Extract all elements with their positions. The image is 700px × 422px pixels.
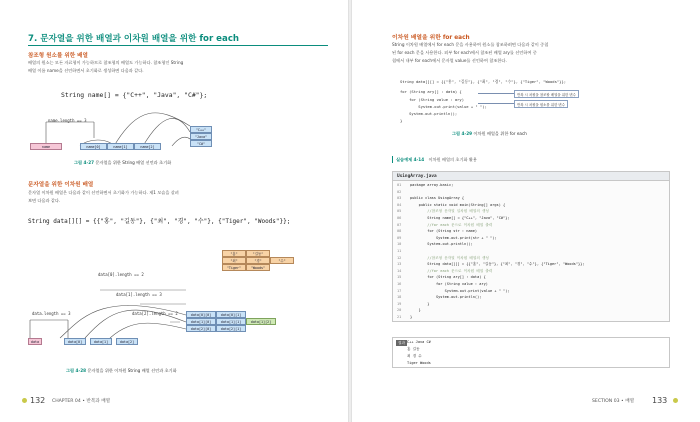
subsection2-title: 문자열을 위한 이차원 배열	[28, 182, 94, 188]
footer-section: SECTION 03 • 배열	[592, 399, 635, 404]
line-text: }	[410, 301, 430, 306]
code-line	[397, 196, 464, 200]
line-number: 13	[397, 262, 402, 267]
code-line	[397, 256, 489, 261]
line-number: 17	[397, 288, 402, 293]
output-line: 최 경 수	[407, 354, 422, 358]
data-row-0: data[0]	[64, 338, 86, 345]
data0-length-label: data[0].length == 2	[98, 272, 144, 277]
code-line	[397, 209, 489, 214]
code-line	[397, 236, 497, 240]
line-number: 20	[397, 308, 402, 313]
name-string-1: "Java"	[190, 133, 212, 140]
line-text: }	[410, 315, 413, 319]
caption-number: 그림 4-27	[74, 160, 95, 165]
code-line	[397, 242, 473, 246]
line-number: 19	[397, 301, 402, 306]
chapter-label: CHAPTER 04	[52, 399, 81, 404]
grid-1-0: data[1][0]	[186, 318, 216, 325]
grid-1-2: data[1][2]	[246, 318, 276, 325]
figure-27-arrows	[28, 108, 328, 160]
line-text: //for each 문으로 이차원 배열 출력	[410, 222, 493, 227]
str-1-1: "경"	[246, 257, 270, 264]
line-text: }	[410, 308, 421, 313]
str-0-1: "길동"	[246, 250, 270, 257]
line-text: public class UsingArray {	[410, 196, 465, 201]
caption-text: 문자열을 위한 String 배열 선언과 초기화	[95, 160, 172, 165]
left-page	[0, 0, 348, 422]
line-number: 18	[397, 295, 402, 300]
code-line	[397, 302, 429, 306]
data2-length-label: data[2].length == 2	[132, 311, 178, 316]
grid-0-0: data[0][0]	[186, 311, 216, 318]
caption-number: 그림 4-29	[452, 131, 473, 136]
code-line	[397, 289, 510, 293]
figure-29-caption	[452, 131, 527, 137]
page-number: 132	[30, 396, 46, 405]
chapter-title: 반복과 배열	[86, 399, 111, 404]
line-number: 07	[397, 222, 402, 227]
line-number: 09	[397, 235, 402, 240]
code-line	[397, 223, 492, 228]
line-number: 02	[397, 189, 402, 194]
line-number: 04	[397, 202, 402, 207]
line-text: public static void main(String[] args) {	[410, 202, 506, 207]
code-line	[397, 183, 453, 187]
example-marker	[392, 156, 393, 163]
code-data-array: String data[][] = {{"홍", "길동"}, {"최", "경", "수"}, {"Tiger", "Woods"}};	[28, 218, 291, 225]
section-title: 배열	[625, 399, 635, 404]
code-line	[397, 315, 412, 319]
line-number: 05	[397, 209, 402, 214]
foreach-code-l3: for (String value : ary)	[400, 97, 465, 102]
output-box	[392, 337, 670, 368]
example-heading	[396, 157, 477, 163]
line-text: String name[] = {"C++", "Java", "C#"};	[410, 216, 510, 220]
data-length-label: data.length == 3	[32, 311, 71, 316]
data-row-1: data[1]	[90, 338, 112, 345]
line-number: 14	[397, 268, 402, 273]
line-text: for (String value : ary)	[410, 282, 488, 286]
code-line	[397, 262, 584, 267]
grid-2-0: data[2][0]	[186, 325, 216, 332]
line-number: 15	[397, 275, 402, 280]
subsection2-para2: 보면 다음과 같다.	[28, 198, 61, 203]
code-line	[397, 269, 492, 274]
name-string-0: "C++"	[190, 126, 212, 133]
grid-2-1: data[2][1]	[216, 325, 246, 332]
output-line: Tiger Woods	[407, 361, 431, 365]
grid-1-1: data[1][1]	[216, 318, 246, 325]
callout-value: 반복 시 차원을 원소를 위한 변수	[514, 100, 568, 108]
line-number: 01	[397, 183, 402, 187]
output-line: 홍 길동	[407, 347, 420, 351]
data-row-2: data[2]	[116, 338, 138, 345]
foreach-code-l4: System.out.print(value + " ");	[400, 104, 487, 109]
section-title: 7. 문자열을 위한 배열과 이차원 배열을 위한 for each	[28, 34, 240, 44]
footer-chapter: CHAPTER 04 • 반복과 배열	[52, 399, 111, 404]
line-number: 10	[397, 242, 402, 247]
line-number: 21	[397, 315, 402, 319]
code-line	[397, 275, 486, 279]
foreach-code-l6: }	[400, 118, 403, 123]
line-text: //참조형 문자열 일차원 배열의 생성	[410, 209, 489, 214]
code-line	[397, 229, 477, 233]
data-variable-box: data	[28, 338, 42, 345]
name-cell-0: name[0]	[80, 143, 107, 150]
footer-dot-icon	[673, 398, 678, 403]
foreach-code-l5: System.out.println();	[400, 111, 458, 116]
output-line: C++ Java C#	[407, 340, 431, 344]
line-text: System.out.println();	[410, 242, 473, 247]
str-2-1: "Woods"	[246, 264, 270, 271]
data1-length-label: data[1].length == 3	[116, 292, 162, 297]
grid-0-1: data[0][1]	[216, 311, 246, 318]
code-line	[397, 295, 481, 299]
example-title: 이차원 배열의 초기화 활용	[428, 157, 477, 162]
figure-27-caption	[74, 160, 171, 166]
line-number: 06	[397, 216, 402, 220]
title-rule	[28, 45, 328, 46]
foreach-para3: 첩에서 내부 for each에서 문자열 value를 선언하여 참조한다.	[392, 58, 507, 63]
callout1-leader	[478, 93, 514, 94]
line-text: //참조형 문자열 이차원 배열의 생성	[410, 255, 489, 260]
str-0-0: "홍"	[222, 250, 246, 257]
code-line	[397, 308, 421, 312]
name-string-2: "C#"	[190, 140, 212, 147]
example-label: 실습예제 4-14	[396, 157, 425, 162]
line-text: package array.basic;	[410, 183, 454, 187]
code-name-array: String name[] = {"C++", "Java", "C#"};	[61, 91, 208, 99]
code-line	[397, 203, 505, 207]
name-length-label: name.length == 3	[48, 118, 87, 123]
line-number: 12	[397, 255, 402, 260]
line-text: System.out.println();	[410, 295, 482, 300]
figure-28-caption	[66, 368, 177, 374]
code-line	[397, 190, 410, 194]
code-line	[397, 216, 510, 220]
line-number: 03	[397, 196, 402, 201]
caption-text: 이차원 배열을 위한 for each	[473, 131, 527, 136]
subsection1-para2: 배열 이름 name을 선언하면서 초기화로 생성하면 다음과 같다.	[28, 68, 144, 73]
foreach-title: 이차원 배열을 위한 for each	[392, 35, 470, 41]
foreach-para2: 된 for each 문을 사용한다. 외부 for each에서 참조된 배열 ary를 선언하여 중	[392, 50, 537, 55]
line-text: //for each 문으로 이차원 배열 출력	[410, 268, 493, 273]
line-text: for (String ary[] : data) {	[410, 275, 486, 280]
callout-ary: 반복 시 차원을 참조할 배열을 위한 변수	[514, 90, 579, 98]
subsection1-title: 참조형 원소를 위한 배열	[28, 53, 88, 59]
listing-filename: UsingArray.java	[393, 172, 669, 181]
name-cell-1: name[1]	[107, 143, 134, 150]
str-1-0: "최"	[222, 257, 246, 264]
foreach-code-l1: String data[][] = {{"홍", "길동"}, {"최", "경", "수"}, {"Tiger", "Woods"}};	[400, 79, 567, 84]
name-variable-box: name	[30, 143, 62, 150]
line-text: for (String str : name)	[410, 229, 478, 234]
subsection2-para1: 문자열 이차원 배열은 다음과 같이 선언하면서 초기화가 가능하다. 제1 모습을 살펴	[28, 190, 179, 195]
page-number: 133	[652, 396, 668, 405]
name-cell-2: name[2]	[134, 143, 161, 150]
caption-number: 그림 4-28	[66, 368, 87, 373]
foreach-para1: String 이차원 배열에서 for each 문을 사용하여 원소를 참조하려면 다음과 같이 중첩	[392, 42, 549, 47]
callout2-leader	[478, 103, 514, 104]
str-2-0: "Tiger"	[222, 264, 246, 271]
code-line	[397, 249, 410, 253]
code-listing	[392, 171, 670, 322]
line-number: 16	[397, 282, 402, 286]
output-tag: 결과	[398, 340, 405, 345]
subsection1-para1: 배열의 원소는 모든 자료형이 가능하므로 참조형의 배열도 가능하다. 참조형인 String	[28, 60, 184, 65]
code-line	[397, 282, 488, 286]
str-1-2: "수"	[270, 257, 294, 264]
line-text: System.out.print(str + " ");	[410, 235, 497, 240]
section-label: SECTION 03	[592, 399, 620, 404]
foreach-code-l2: for (String ary[] : data) {	[400, 89, 462, 94]
caption-text: 문자열을 위한 이차원 String 배열 선언과 초기화	[87, 368, 177, 373]
line-number: 08	[397, 229, 402, 234]
line-text: System.out.print(value + " ");	[410, 288, 510, 293]
footer-dot-icon	[22, 398, 27, 403]
line-number: 11	[397, 249, 402, 253]
line-text: String data[][] = {{"홍", "길동"}, {"최", "경", "수"}, {"Tiger", "Woods"}};	[410, 262, 585, 267]
right-page	[352, 0, 700, 422]
